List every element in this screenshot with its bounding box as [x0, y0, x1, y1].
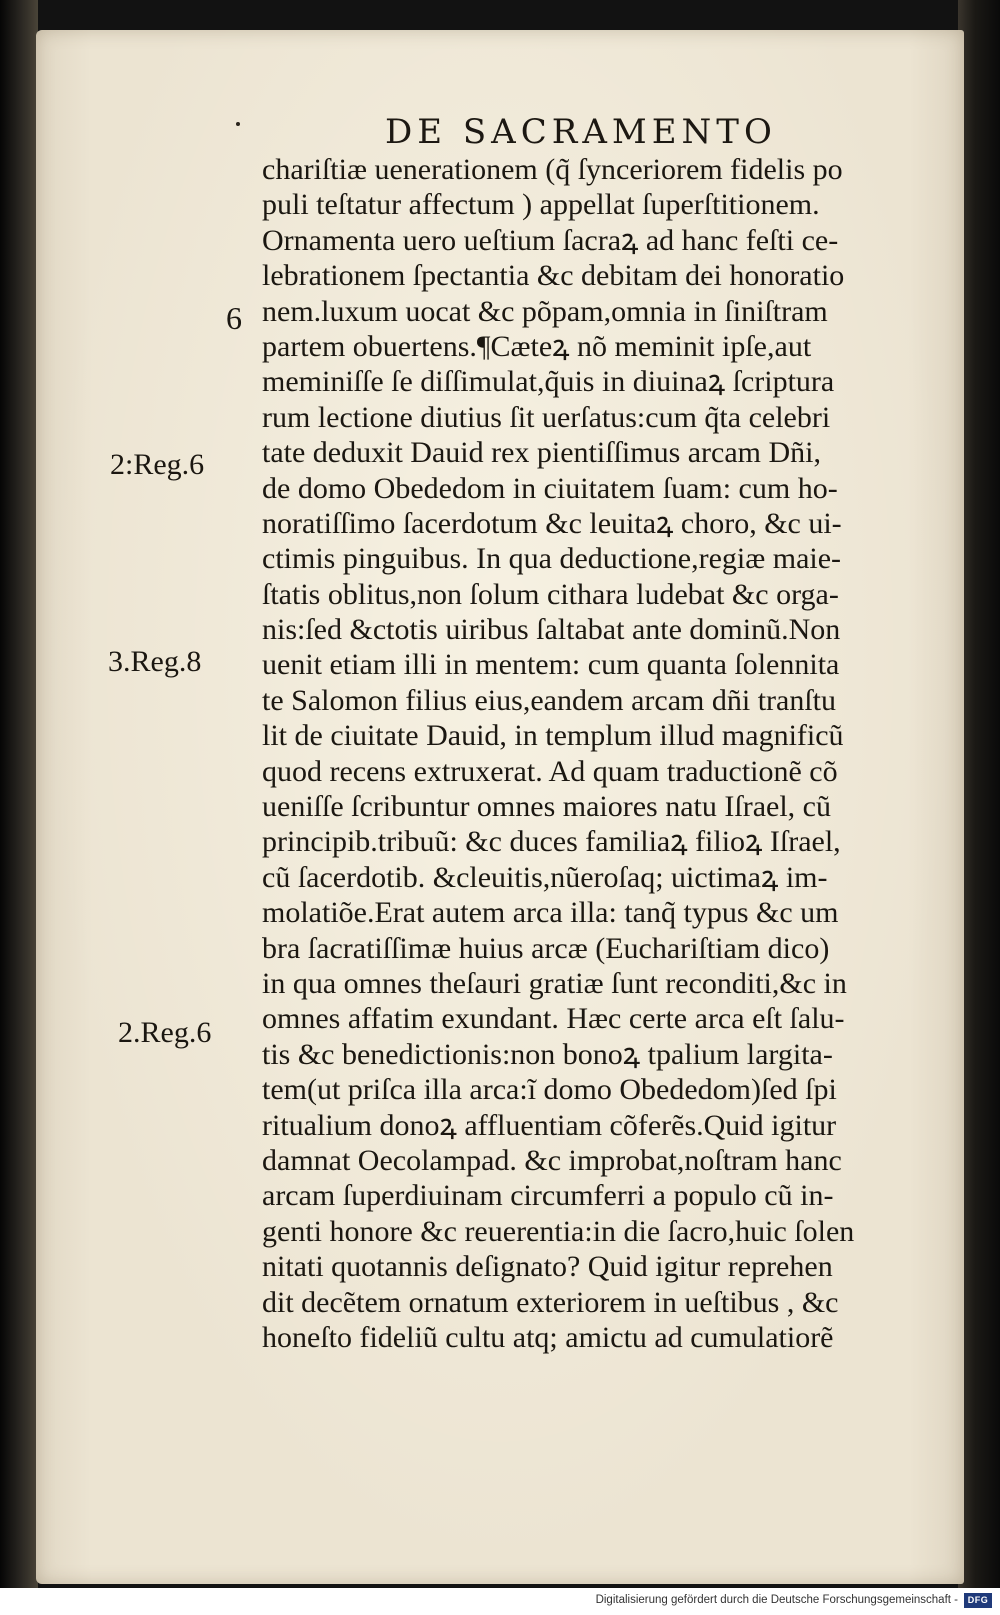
text-line: de domo Obededom in ciuitatem ſuam: cum ho-: [262, 471, 838, 505]
text-line: honeſto fideliũ cultu atq; amictu ad cumulatiorẽ: [262, 1320, 834, 1354]
text-line: Ornamenta uero ueſtium ſacraꝝ ad hanc feſti ce-: [262, 223, 839, 257]
text-line: omnes affatim exundant. Hæc certe arca eſt ſalu-: [262, 1002, 845, 1036]
margin-reference-2: 3.Reg.8: [108, 645, 202, 678]
text-line: nitati quotannis deſignato? Quid igitur reprehen: [262, 1250, 833, 1284]
text-line: dit decẽtem ornatum exteriorem in ueſtibus , &c: [262, 1285, 839, 1319]
text-line: tate deduxit Dauid rex pientiſſimus arcam Dñi,: [262, 436, 822, 470]
text-line: genti honore &c reuerentia:in die ſacro,huic ſolen: [262, 1214, 855, 1248]
text-line: chariſtiæ uenerationem (q̃ ſynceriorem fidelis po: [262, 153, 843, 186]
text-line: ueniſſe ſcribuntur omnes maiores natu Iſrael, cũ: [262, 790, 831, 824]
text-line: noratiſſimo ſacerdotum &c leuitaꝝ choro, &c ui-: [262, 506, 842, 540]
ink-dot: [236, 122, 240, 126]
text-line: damnat Oecolampad. &c improbat,noſtram hanc: [262, 1143, 842, 1177]
text-line: rum lectione diutius ſit uerſatus:cum q̃ta celebri: [262, 400, 831, 434]
footer-bar: [0, 1588, 1000, 1615]
text-line: in qua omnes theſauri gratiæ ſunt reconditi,&c in: [262, 966, 847, 1000]
text-line: uenit etiam illi in mentem: cum quanta ſolennita: [262, 648, 840, 682]
text-line: cũ ſacerdotib. &cleuitis,nũeroſaq; uictimaꝝ im-: [262, 860, 828, 894]
text-line: ctimis pinguibus. In qua deductione,regiæ maie-: [262, 542, 842, 576]
text-line: bra ſacratiſſimæ huius arcæ (Euchariſtiam dico): [262, 931, 830, 965]
text-line: quod recens extruxerat. Ad quam traductionẽ cõ: [262, 754, 838, 788]
text-line: tem(ut priſca illa arca:ĩ domo Obededom)ſed ſpi: [262, 1073, 837, 1107]
book-edge-right: [958, 0, 1000, 1590]
text-line: nem.luxum uocat &c põpam,omnia in ſiniſtram: [262, 294, 828, 328]
text-line: arcam ſuperdiuinam circumferri a populo cũ in-: [262, 1179, 834, 1213]
margin-numeral: 6: [226, 300, 242, 336]
running-head: DE SACRAMENTO: [385, 112, 777, 152]
text-line: meminiſſe ſe diſſimulat,q̃uis in diuinaꝝ ſcriptura: [262, 365, 835, 399]
text-line: molatiõe.Erat autem arca illa: tanq̃ typus &c um: [262, 896, 839, 930]
text-line: puli teſtatur affectum ) appellat ſuperſtitionem.: [262, 188, 820, 222]
text-line: ritualium donoꝝ affluentiam cõferẽs.Quid igitur: [262, 1108, 837, 1142]
text-line: lit de ciuitate Dauid, in templum illud magnificũ: [262, 719, 844, 753]
dfg-logo-icon: DFG: [964, 1593, 992, 1608]
text-line: nis:ſed &ctotis uiribus ſaltabat ante dominũ.Non: [262, 613, 841, 647]
margin-reference-3: 2.Reg.6: [118, 1016, 212, 1049]
text-line: tis &c benedictionis:non bonoꝝ tpalium largita-: [262, 1037, 833, 1071]
text-line: te Salomon filius eius,eandem arcam dñi tranſtu: [262, 683, 837, 717]
text-line: lebrationem ſpectantia &c debitam dei honoratio: [262, 259, 845, 293]
text-line: principib.tribuũ: &c duces familiaꝝ filioꝝ Iſrael,: [262, 825, 841, 859]
margin-reference-1: 2:Reg.6: [110, 448, 205, 481]
funding-credit: Digitalisierung gefördert durch die Deutsche Forschungsgemeinschaft -: [595, 1594, 958, 1606]
body-text: [262, 152, 938, 1355]
book-binding-left: [0, 0, 38, 1590]
text-line: ſtatis oblitus,non ſolum cithara ludebat &c orga-: [262, 577, 839, 611]
text-line: partem obuertens.¶Cæteꝝ nõ meminit ipſe,aut: [262, 329, 812, 363]
